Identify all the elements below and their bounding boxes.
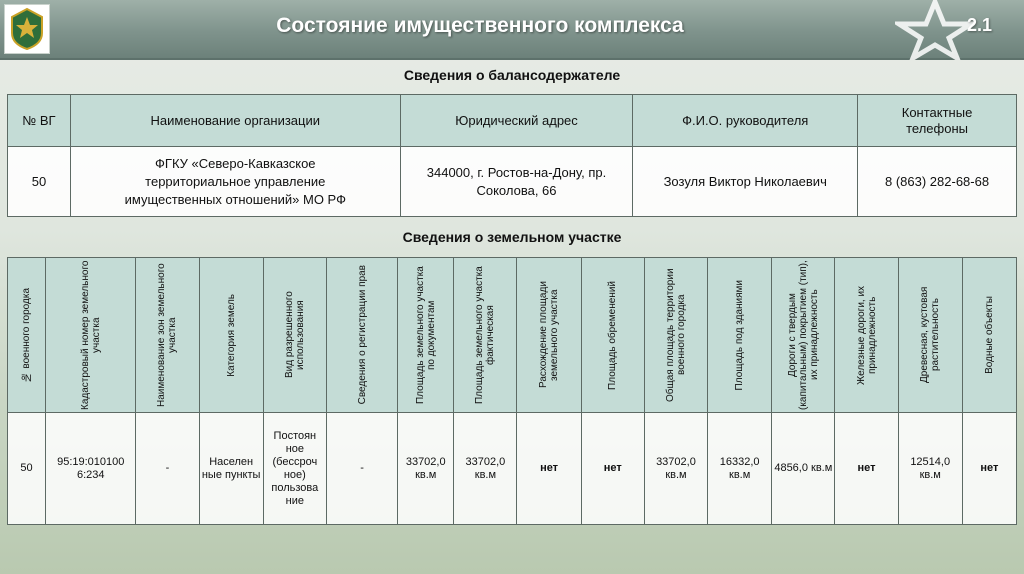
column-header bbox=[136, 258, 199, 413]
column-header bbox=[263, 258, 326, 413]
address-cell: 344000, г. Ростов-на-Дону, пр. Соколова, 66 bbox=[400, 147, 633, 217]
column-header bbox=[708, 258, 772, 413]
phone-cell: 8 (863) 282-68-68 bbox=[858, 147, 1017, 217]
column-header-label: Древесная, кустовая растительность bbox=[919, 286, 942, 384]
column-header-label: Кадастровый номер земельного участка bbox=[79, 260, 102, 410]
table-row bbox=[8, 413, 1017, 525]
balance-holder-table bbox=[7, 94, 1017, 217]
column-header: Юридический адрес bbox=[400, 95, 633, 147]
table-cell: нет bbox=[962, 413, 1016, 525]
column-header-label: Вид разрешенного использования bbox=[283, 291, 306, 379]
column-header bbox=[398, 258, 454, 413]
page-title: Состояние имущественного комплекса bbox=[276, 14, 684, 37]
header-bar bbox=[0, 0, 1024, 60]
balance-holder-title: Сведения о балансодержателе bbox=[403, 67, 621, 83]
table-cell: Населен ные пункты bbox=[199, 413, 263, 525]
table-cell: нет bbox=[581, 413, 644, 525]
column-header: № ВГ bbox=[8, 95, 71, 147]
organization-cell: ФГКУ «Северо-Кавказское территориальное управление имущественных отношений» МО РФ bbox=[70, 147, 400, 217]
column-header-label: Общая площадь территории военного городка bbox=[664, 268, 687, 402]
table-cell: Постоян ное (бессроч ное) пользова ние bbox=[263, 413, 326, 525]
table-cell: - bbox=[326, 413, 397, 525]
slide-number: 2.1 bbox=[967, 15, 993, 35]
column-header bbox=[581, 258, 644, 413]
column-header-label: Водные объекты bbox=[983, 296, 995, 374]
column-header: Ф.И.О. руководителя bbox=[633, 95, 858, 147]
column-header-label: Сведения о регистрации прав bbox=[356, 265, 368, 405]
column-header-label: Дороги с твердым (капитальным) покрытием (тип), их принадлежность bbox=[786, 260, 820, 410]
column-header-label: Категория земель bbox=[225, 293, 237, 377]
column-header bbox=[517, 258, 581, 413]
table-header-row bbox=[8, 258, 1017, 413]
table-cell: - bbox=[136, 413, 199, 525]
table-cell: 4856,0 кв.м bbox=[772, 413, 835, 525]
column-header-label: Железные дороги, их принадлежность bbox=[855, 285, 878, 385]
column-header-label: Площадь земельного участка по документам bbox=[414, 266, 437, 404]
star-logo-icon bbox=[895, 0, 975, 60]
table-cell: 16332,0 кв.м bbox=[708, 413, 772, 525]
column-header-label: Площадь земельного участка фактическая bbox=[474, 266, 497, 404]
table-cell: 95:19:010100 6:234 bbox=[46, 413, 136, 525]
column-header bbox=[326, 258, 397, 413]
column-header bbox=[644, 258, 707, 413]
table-cell: 50 bbox=[8, 413, 46, 525]
column-header-label: Расхождение площади земельного участка bbox=[538, 281, 561, 389]
land-plot-table bbox=[7, 257, 1017, 525]
table-cell: 33702,0 кв.м bbox=[644, 413, 707, 525]
column-header bbox=[835, 258, 898, 413]
vg-number-cell: 50 bbox=[8, 147, 71, 217]
column-header-label: Наименование зон земельного участка bbox=[156, 263, 179, 407]
column-header-label: Площадь обременений bbox=[607, 280, 619, 390]
head-name-cell: Зозуля Виктор Николаевич bbox=[633, 147, 858, 217]
column-header: Контактные телефоны bbox=[858, 95, 1017, 147]
column-header-label: № военного городка bbox=[21, 287, 33, 383]
table-cell: 33702,0 кв.м bbox=[398, 413, 454, 525]
table-cell: нет bbox=[517, 413, 581, 525]
column-header bbox=[454, 258, 517, 413]
table-header-row bbox=[8, 95, 1017, 147]
column-header-label: Площадь под зданиями bbox=[734, 279, 746, 391]
table-cell: 33702,0 кв.м bbox=[454, 413, 517, 525]
table-cell: 12514,0 кв.м bbox=[898, 413, 962, 525]
column-header bbox=[962, 258, 1016, 413]
table-row bbox=[8, 147, 1017, 217]
table-cell: нет bbox=[835, 413, 898, 525]
column-header bbox=[772, 258, 835, 413]
column-header: Наименование организации bbox=[70, 95, 400, 147]
column-header bbox=[46, 258, 136, 413]
column-header bbox=[8, 258, 46, 413]
column-header bbox=[199, 258, 263, 413]
column-header bbox=[898, 258, 962, 413]
land-plot-title: Сведения о земельном участке bbox=[402, 229, 622, 245]
